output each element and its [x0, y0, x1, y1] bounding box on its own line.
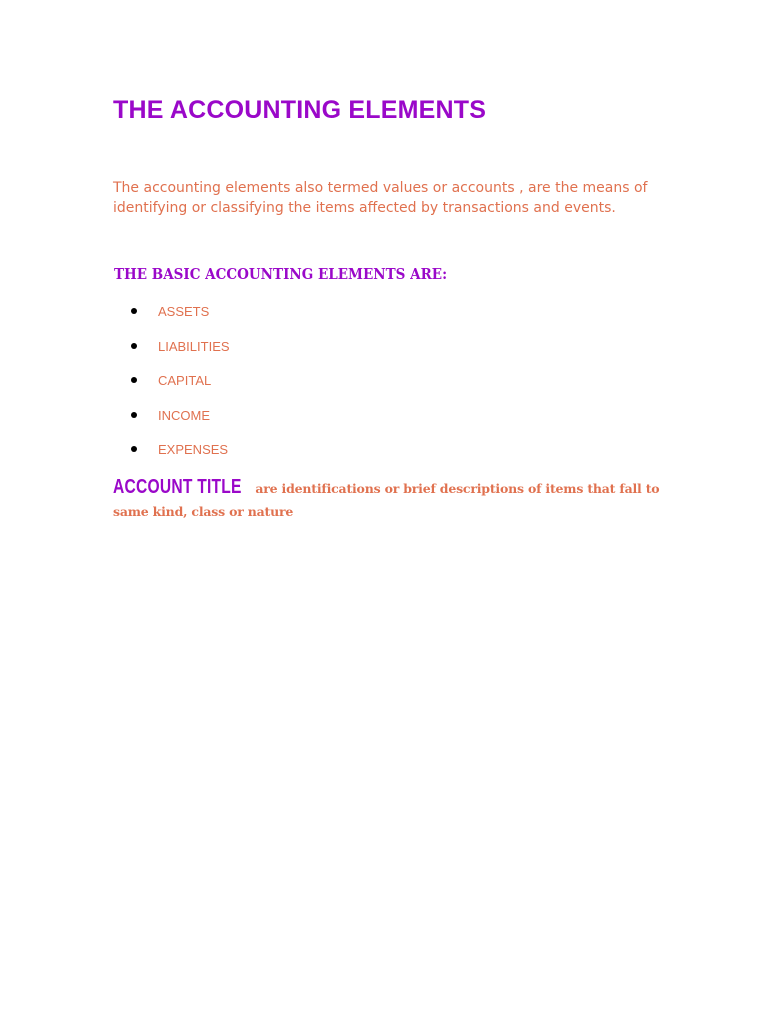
- list-item-label: INCOME: [158, 407, 210, 423]
- bullet-dot-icon: [131, 308, 137, 314]
- bullet-dot-icon: [131, 446, 137, 452]
- page-title: THE ACCOUNTING ELEMENTS: [113, 96, 487, 124]
- section-subheading: THE BASIC ACCOUNTING ELEMENTS ARE:: [114, 265, 448, 283]
- bullet-dot-icon: [131, 412, 137, 418]
- accounting-elements-list: [0, 302, 400, 475]
- definition-term: ACCOUNT TITLE: [113, 476, 242, 498]
- bullet-dot-icon: [131, 343, 137, 349]
- list-item-label: EXPENSES: [158, 442, 229, 458]
- account-title-definition: [113, 476, 673, 523]
- list-item: [0, 371, 400, 406]
- list-item: [0, 302, 400, 337]
- list-item: [0, 337, 400, 372]
- definition-text: are identifications or brief descriptions of items that fall to same kind, class or nature: [113, 481, 660, 519]
- list-item-label: CAPITAL: [158, 373, 212, 389]
- list-item: [0, 406, 400, 441]
- list-item-label: ASSETS: [158, 304, 210, 319]
- list-item: [0, 440, 400, 475]
- list-item-label: LIABILITIES: [158, 338, 230, 354]
- intro-paragraph: The accounting elements also termed values or accounts , are the means of identifying or classifying the items affected by transactions and events.: [113, 180, 648, 216]
- bullet-dot-icon: [131, 377, 137, 383]
